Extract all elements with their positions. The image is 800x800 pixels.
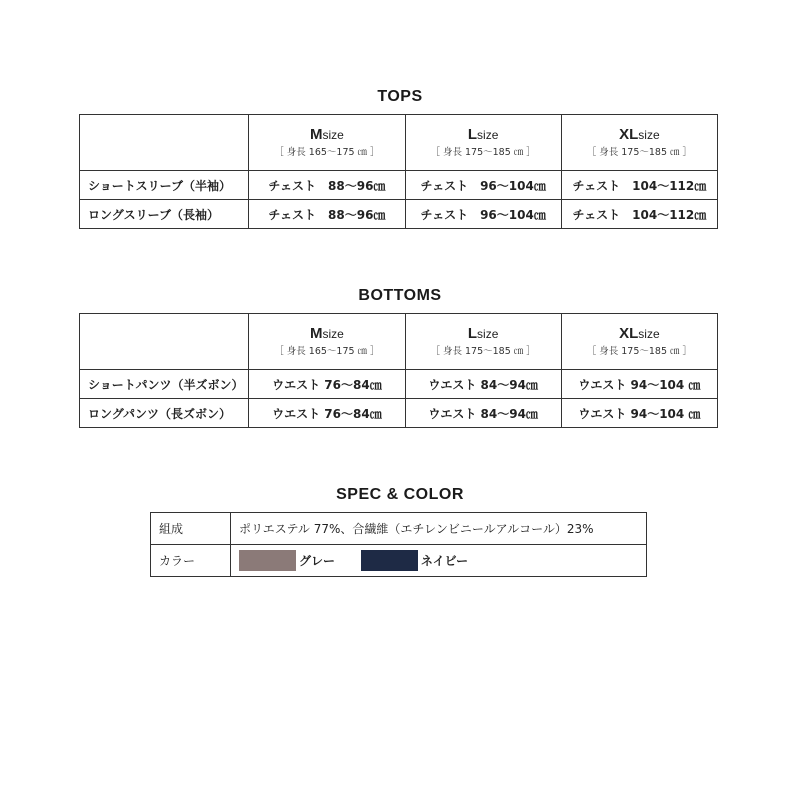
bottoms-title: BOTTOMS [358,287,442,304]
color-label: カラー [151,545,231,577]
size-word: size [638,127,660,142]
size-word: size [638,326,660,341]
bottoms-header-row [80,314,718,370]
navy-color-swatch [361,550,418,571]
table-row [80,171,718,200]
size-height-range: ［ 身長 175～185 ㎝ ］ [586,345,693,357]
tops-size-table [79,114,718,229]
gray-color-swatch [239,550,296,571]
cell-value: チェスト 96～104㎝ [405,171,561,200]
row-label: ショートスリーブ（半袖） [80,171,249,200]
cell-value: ウエスト 84～94㎝ [405,370,561,399]
composition-value: ポリエステル 77%、合繊維（エチレンビニールアルコール）23% [231,513,647,545]
color-option-navy [361,550,468,571]
bottoms-size-m-header [249,314,405,370]
bottoms-size-table [79,313,718,428]
cell-value: チェスト 88～96㎝ [249,171,405,200]
tops-header-row [80,115,718,171]
cell-value: ウエスト 76～84㎝ [249,399,405,428]
bottoms-size-l-header [405,314,561,370]
size-letter: L [467,324,478,342]
size-letter: XL [619,125,639,143]
table-row [80,370,718,399]
cell-value: チェスト 104～112㎝ [561,171,717,200]
size-letter: M [310,125,323,143]
cell-value: チェスト 96～104㎝ [405,200,561,229]
tops-size-l-header [405,115,561,171]
bottoms-corner-cell [80,314,249,370]
size-height-range: ［ 身長 175～185 ㎝ ］ [586,146,693,158]
color-option-gray [239,550,335,571]
cell-value: チェスト 104～112㎝ [561,200,717,229]
size-word: size [477,326,499,341]
size-height-range: ［ 身長 175～185 ㎝ ］ [430,345,536,357]
tops-corner-cell [80,115,249,171]
size-letter: M [310,324,323,342]
cell-value: ウエスト 76～84㎝ [249,370,405,399]
size-height-range: ［ 身長 165～175 ㎝ ］ [274,146,380,158]
cell-value: ウエスト 84～94㎝ [405,399,561,428]
spec-table [150,512,647,577]
cell-value: ウエスト 94～104 ㎝ [561,370,717,399]
size-word: size [322,326,344,341]
bottoms-size-xl-header [561,314,717,370]
tops-size-xl-header [561,115,717,171]
size-height-range: ［ 身長 175～185 ㎝ ］ [430,146,536,158]
cell-value: ウエスト 94～104 ㎝ [561,399,717,428]
size-letter: L [467,125,478,143]
table-row [80,200,718,229]
composition-label: 組成 [151,513,231,545]
size-height-range: ［ 身長 165～175 ㎝ ］ [274,345,380,357]
color-name: ネイビー [420,554,469,568]
size-letter: XL [619,324,639,342]
cell-value: チェスト 88～96㎝ [249,200,405,229]
row-label: ロングパンツ（長ズボン） [80,399,249,428]
size-word: size [322,127,344,142]
table-row [80,399,718,428]
tops-title: TOPS [377,88,423,105]
row-label: ショートパンツ（半ズボン） [80,370,249,399]
composition-row [151,513,647,545]
color-row [151,545,647,577]
row-label: ロングスリーブ（長袖） [80,200,249,229]
tops-size-m-header [249,115,405,171]
color-options [231,545,647,577]
color-name: グレー [299,554,336,568]
spec-color-title: SPEC & COLOR [336,486,464,503]
size-word: size [477,127,499,142]
